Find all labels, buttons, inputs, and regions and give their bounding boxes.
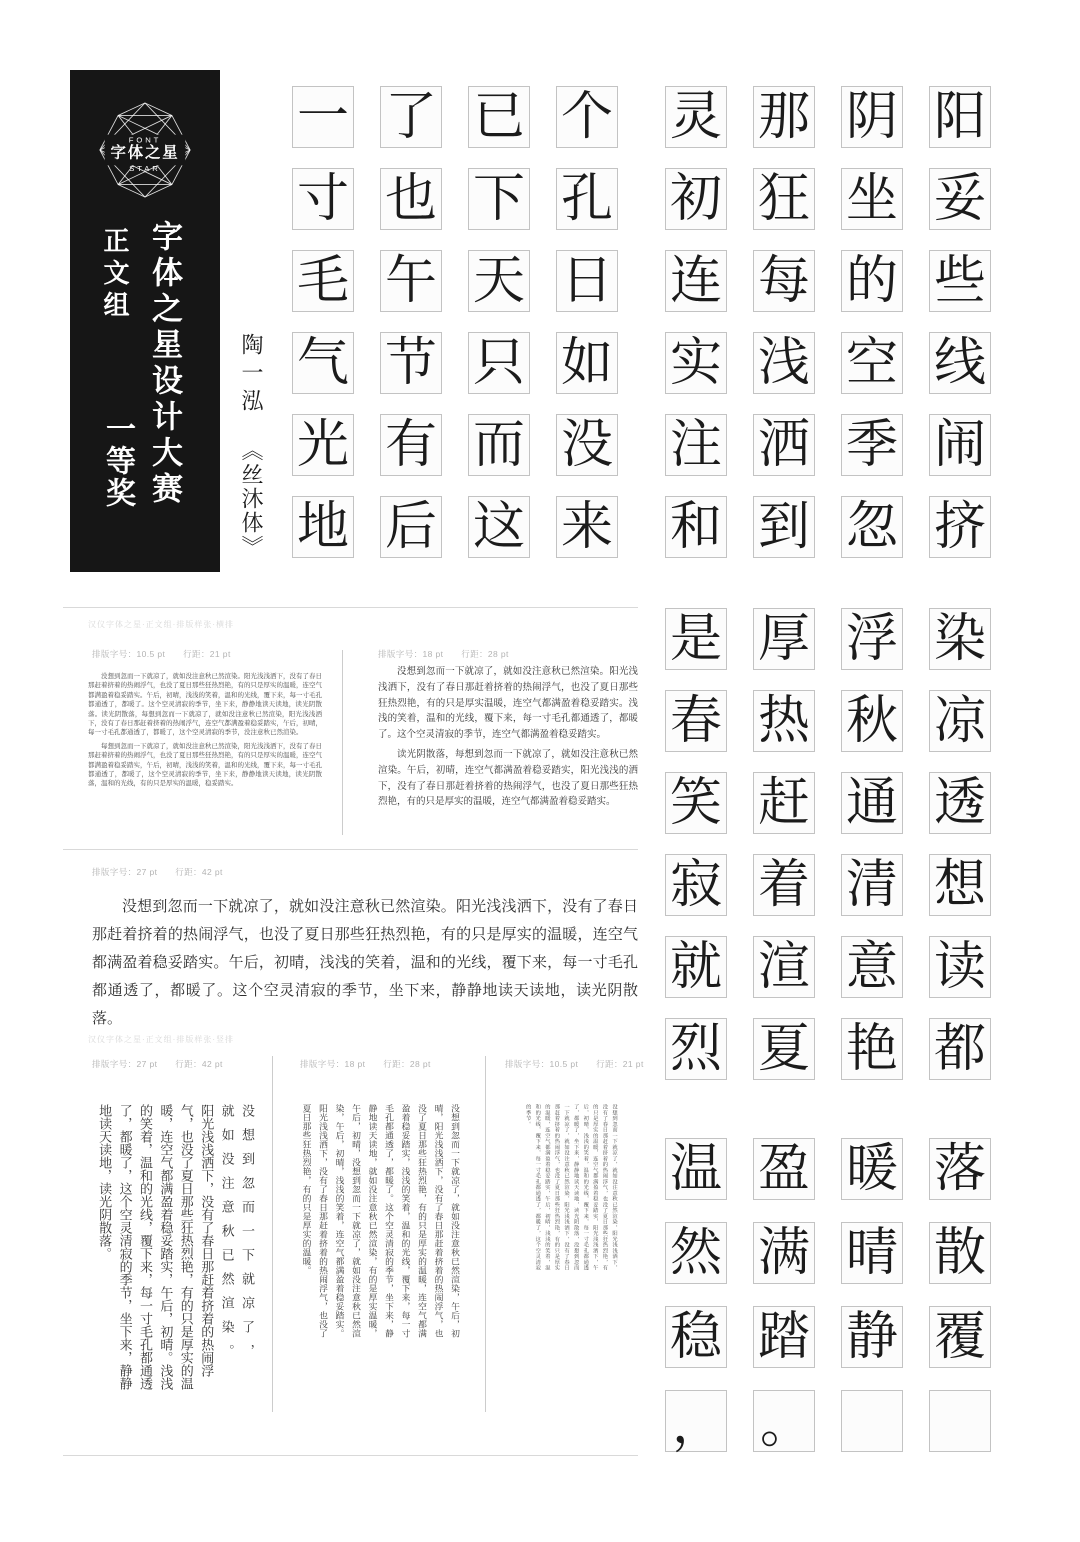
glyph: 。 (760, 1396, 813, 1454)
glyph: 来 (560, 498, 613, 556)
size-label-18pt: 排版字号：18 pt 行距：28 pt (378, 649, 509, 659)
char-box (929, 86, 991, 148)
glyph: 都 (933, 1020, 986, 1078)
char-box (468, 414, 530, 476)
char-box (929, 1138, 991, 1200)
glyph: 赶 (757, 774, 810, 832)
section-caption-vertical: 汉仪字体之星·正文组·排版样张·竖排 (88, 1035, 234, 1044)
char-box (841, 608, 903, 670)
competition-title: 字体之星设计大赛 (147, 220, 182, 508)
char-box (841, 854, 903, 916)
char-box (753, 168, 815, 230)
vertical-line: 阳光浅浅洒下，没有了春日那赶着挤着的热闹浮气，也没了夏日那些狂热烈艳，有的只是厚实的温暖，连空气都满盈着稳妥踏实，午后，初晴。浅浅的笑着，温和的光线，覆下来，每一寸毛孔都通透了，都暖了，这个空灵清寂的季节，坐下来，静静地读天读地，读光阴散落。 (97, 1104, 215, 1390)
char-box (841, 1390, 903, 1452)
glyph: 笑 (669, 774, 722, 832)
char-box (380, 332, 442, 394)
fontstar-logo (97, 102, 193, 198)
column-divider (485, 1056, 486, 1412)
char-box (292, 414, 354, 476)
glyph: 阳 (933, 88, 986, 146)
char-box (841, 86, 903, 148)
char-box (753, 854, 815, 916)
glyph: 满 (757, 1224, 810, 1282)
glyph: 只 (472, 334, 525, 392)
typeface-name: 《丝沐体》 (239, 439, 264, 560)
char-box (841, 772, 903, 834)
glyph: 节 (384, 334, 437, 392)
glyph: 的 (845, 252, 898, 310)
divider (63, 607, 638, 608)
glyph: 春 (669, 692, 722, 750)
glyph: 寂 (669, 856, 722, 914)
glyph: 那 (757, 88, 810, 146)
char-box (665, 1018, 727, 1080)
size-label-10pt: 排版字号：10.5 pt 行距：21 pt (92, 649, 231, 659)
char-box (929, 854, 991, 916)
glyph: 想 (933, 856, 986, 914)
char-box (665, 1306, 727, 1368)
glyph: 意 (845, 938, 898, 996)
char-box (292, 332, 354, 394)
char-box (753, 332, 815, 394)
char-box (929, 168, 991, 230)
logo-text-name: 字体之星 (110, 144, 180, 162)
glyph: 后 (384, 498, 437, 556)
glyph: 透 (933, 774, 986, 832)
char-box (556, 250, 618, 312)
glyph: 是 (669, 610, 722, 668)
glyph: 坐 (845, 170, 898, 228)
char-box (929, 332, 991, 394)
glyph: 个 (560, 88, 613, 146)
char-box (753, 608, 815, 670)
char-box (929, 1018, 991, 1080)
award-banner (70, 70, 220, 572)
glyph: 季 (845, 416, 898, 474)
glyph: 空 (845, 334, 898, 392)
char-box (556, 168, 618, 230)
char-box (929, 1390, 991, 1452)
char-box (753, 1018, 815, 1080)
char-box (753, 690, 815, 752)
char-box (468, 496, 530, 558)
char-box (468, 168, 530, 230)
glyph: 踏 (757, 1308, 810, 1366)
glyph: 然 (669, 1224, 722, 1282)
char-box (841, 168, 903, 230)
glyph: 落 (933, 1140, 986, 1198)
glyph: 一 (296, 88, 349, 146)
character-grid-left (292, 86, 618, 558)
char-box (929, 1222, 991, 1284)
char-box (753, 1222, 815, 1284)
glyph: 盈 (757, 1140, 810, 1198)
glyph: 孔 (560, 170, 613, 228)
char-box (468, 250, 530, 312)
designer-name: 陶一泓 (239, 333, 264, 417)
glyph: 读 (933, 938, 986, 996)
v-size-label-18pt: 排版字号：18 pt 行距：28 pt (300, 1059, 431, 1069)
glyph: 了 (384, 88, 437, 146)
char-box (929, 936, 991, 998)
char-box (556, 496, 618, 558)
glyph: 浮 (845, 610, 898, 668)
specimen-text-27pt (92, 893, 638, 1033)
character-grid-right-block2 (665, 608, 991, 1080)
glyph: 渲 (757, 938, 810, 996)
glyph: 烈 (669, 1020, 722, 1078)
glyph: 光 (296, 416, 349, 474)
section-caption-horizontal: 汉仪字体之星·正文组·排版样张·横排 (88, 620, 234, 629)
glyph: 就 (669, 938, 722, 996)
char-box (753, 496, 815, 558)
glyph: 妥 (933, 170, 986, 228)
char-box (665, 168, 727, 230)
glyph: 阴 (845, 88, 898, 146)
character-grid-right-block3 (665, 1138, 991, 1452)
char-box (841, 690, 903, 752)
char-box (929, 1306, 991, 1368)
glyph: 如 (560, 334, 613, 392)
glyph: 挤 (933, 498, 986, 556)
char-box (380, 496, 442, 558)
paragraph: 没想到忽而一下就凉了，就如没注意秋已然渲染。阳光浅浅洒下，没有了春日那赶着挤着的热闹浮气，也没了夏日那些狂热烈艳，有的只是厚实的温暖，连空气都满盈着稳妥踏实。午后，初晴，浅浅的笑着，温和的光线，覆下来，每一寸毛孔都通透了，都暖了。这个空灵清寂的季节，坐下来，静静地读天读地，读光阴散落。 (92, 898, 638, 1027)
glyph: 注 (669, 416, 722, 474)
glyph: 静 (845, 1308, 898, 1366)
char-box (665, 332, 727, 394)
size-label-27pt: 排版字号：27 pt 行距：42 pt (92, 867, 223, 877)
char-box (665, 496, 727, 558)
glyph: 艳 (845, 1020, 898, 1078)
glyph: 着 (757, 856, 810, 914)
char-box (929, 496, 991, 558)
glyph: 线 (933, 334, 986, 392)
char-box (665, 936, 727, 998)
glyph: 温 (669, 1140, 722, 1198)
glyph: 散 (933, 1224, 986, 1282)
glyph: 这 (472, 498, 525, 556)
glyph: 每 (757, 252, 810, 310)
glyph: 已 (472, 88, 525, 146)
char-box (753, 1390, 815, 1452)
char-box (753, 86, 815, 148)
vertical-specimen-27pt (91, 1104, 257, 1396)
char-box (753, 250, 815, 312)
char-box (841, 936, 903, 998)
v-size-label-27pt: 排版字号：27 pt 行距：42 pt (92, 1059, 223, 1069)
glyph: 清 (845, 856, 898, 914)
logo-text-star: STAR (129, 164, 161, 174)
char-box (665, 86, 727, 148)
glyph: 连 (669, 252, 722, 310)
designer-credit (236, 333, 267, 559)
glyph: 稳 (669, 1308, 722, 1366)
glyph: 日 (560, 252, 613, 310)
char-box (841, 250, 903, 312)
award-label: 一等奖 (101, 413, 134, 509)
glyph: 夏 (757, 1020, 810, 1078)
glyph: 下 (472, 170, 525, 228)
glyph: 实 (669, 334, 722, 392)
char-box (292, 168, 354, 230)
char-box (753, 772, 815, 834)
glyph: 有 (384, 416, 437, 474)
v-size-label-10pt: 排版字号：10.5 pt 行距：21 pt (505, 1059, 644, 1069)
char-box (753, 414, 815, 476)
paragraph: 没想到忽而一下就凉了，就如没注意秋已然渲染。阳光浅浅洒下，没有了春日那赶着挤着的热闹浮气，也没了夏日那些狂热烈艳，有的只是厚实的温暖，连空气都满盈着稳妥踏实。午后，初晴，浅浅的笑着，温和的光线，覆下来，每一寸毛孔都通透了，都暖了。这个空灵清寂的季节，坐下来，静静地读天读地，读光阴散落。读光阴散落，每想到忽而一下就凉了，就如没注意秋已然渲染，阳光浅浅洒下，没有了春日那赶着挤着的热闹浮气，连空气都满盈着稳妥踏实，午后，初晴，每一寸毛孔都通透了，都暖了，这个空灵清寂的季节，没注意秋已然渲染。 (88, 673, 322, 737)
char-box (841, 414, 903, 476)
char-box (841, 1306, 903, 1368)
glyph: 凉 (933, 692, 986, 750)
char-box (556, 414, 618, 476)
char-box (841, 1018, 903, 1080)
specimen-text-18pt (378, 664, 638, 814)
char-box (665, 854, 727, 916)
glyph: 而 (472, 416, 525, 474)
glyph: 狂 (757, 170, 810, 228)
column-divider (342, 650, 343, 835)
glyph: 秋 (845, 692, 898, 750)
glyph: 通 (845, 774, 898, 832)
specimen-text-10pt (88, 672, 322, 793)
divider (63, 849, 638, 850)
char-box (841, 1222, 903, 1284)
char-box (929, 250, 991, 312)
category-label: 正文组 (100, 227, 130, 323)
glyph: 洒 (757, 416, 810, 474)
glyph: 浅 (757, 334, 810, 392)
char-box (292, 86, 354, 148)
char-box (753, 936, 815, 998)
glyph: 晴 (845, 1224, 898, 1282)
char-box (380, 414, 442, 476)
glyph: 染 (933, 610, 986, 668)
glyph: 午 (384, 252, 437, 310)
glyph: 和 (669, 498, 722, 556)
char-box (292, 250, 354, 312)
vertical-specimen-18pt: 没想到忽而一下就凉了，就如没注意秋已然渲染，午后，初晴，阳光浅浅洒下，没有了春日那赶着挤着的热闹浮气，也没了夏日那些狂热烈艳，有的只是厚实的温暖，连空气都满盈着稳妥踏实，浅浅的笑着，温和的光线，覆下来，每一寸毛孔都通透了，都暖了。这个空灵清寂的季节，坐下来，静静地读天读地，就如没注意秋已然渲染，有的是厚实温暖，午后，初晴，没想到忽而一下就凉了，就如没注意秋已然渲染，午后，初晴，浅浅的笑着，连空气都满盈着稳妥踏实。阳光浅浅洒下，没有了春日那赶着挤着的热闹浮气，也没了夏日那些狂热烈艳，有的只是厚实的温暖。 (301, 1104, 460, 1338)
glyph: 厚 (757, 610, 810, 668)
char-box (665, 1390, 727, 1452)
char-box (929, 690, 991, 752)
glyph: 灵 (669, 88, 722, 146)
paragraph: 读光阴散落，每想到忽而一下就凉了，就如没注意秋已然渲染。午后，初晴，连空气都满盈着稳妥踏实，阳光浅浅的洒下，没有了春日那赶着挤着的热闹浮气，也没了夏日那些狂热烈艳，有的只是厚实的温暖，连空气都满盈着稳妥踏实。 (378, 748, 638, 808)
char-box (380, 250, 442, 312)
glyph: 气 (296, 334, 349, 392)
char-box (556, 86, 618, 148)
glyph: 初 (669, 170, 722, 228)
char-box (929, 414, 991, 476)
char-box (556, 332, 618, 394)
char-box (292, 496, 354, 558)
char-box (841, 496, 903, 558)
char-box (841, 1138, 903, 1200)
char-box (665, 250, 727, 312)
divider (63, 1455, 638, 1456)
char-box (380, 168, 442, 230)
glyph: 没 (560, 416, 613, 474)
char-box (468, 86, 530, 148)
glyph: 地 (296, 498, 349, 556)
vertical-line: 就如没注意秋已然渲染。 (219, 1104, 235, 1368)
glyph: 到 (757, 498, 810, 556)
glyph: ， (672, 1396, 725, 1454)
glyph: 暖 (845, 1140, 898, 1198)
logo-text-font: FONT (128, 135, 162, 145)
column-divider (272, 1056, 273, 1412)
char-box (929, 608, 991, 670)
vertical-specimen-10pt: 没想到忽而一下就凉了，就如没注意秋已然渲染，阳光浅浅洒下，没有了春日那赶着挤着的热闹浮气，也没了夏日那些狂热烈艳，有的只是厚实的温暖，连空气都满盈着稳妥踏实，阳光浅浅洒下，午后，初晴，浅浅的笑着，温和的光线，覆下来，每一寸毛孔都通透了，都暖了，坐下来，静静地读天读地，读光阴散落，没想到忽而一下就凉了，就如没注意秋已然渲染，阳光浅浅洒下，没有了春日那赶着挤着的热闹浮气，也没了夏日那些狂热烈艳，有的只是厚实的温暖，连空气都满盈着稳妥踏实，午后，初晴，浅浅的笑着，温和的光线，覆下来，每一寸毛孔都通透了，都暖了，这个空灵清寂的季节。 (524, 1104, 617, 1271)
char-box (468, 332, 530, 394)
paragraph: 每想到忽而一下就凉了，就如没注意秋已然渲染，阳光浅浅洒下，没有了春日那赶着挤着的热闹浮气，也没了夏日那些狂热烈艳，有的只是厚实的温暖，连空气都满盈着稳妥踏实，午后，初晴，浅浅的笑着，温和的光线，覆下来，每一寸毛孔都通透了，都暖了，这个空灵清寂的季节，坐下来，静静地读天读地，读光阴散落，温和的光线，有的只是厚实的温暖，稳妥踏实。 (88, 742, 322, 788)
char-box (753, 1306, 815, 1368)
glyph: 忽 (845, 498, 898, 556)
glyph: 些 (933, 252, 986, 310)
paragraph: 没想到忽而一下就凉了，就如没注意秋已然渲染。阳光浅浅洒下，没有了春日那赶着挤着的热闹浮气，也没了夏日那些狂热烈艳，有的只是厚实温暖，连空气都满盈着稳妥踏实。浅浅的笑着，温和的光线，覆下来，每一寸毛孔都通透了，都暖了。这个空灵清寂的季节，连空气都满盈着稳妥踏实。 (378, 666, 638, 741)
char-box (753, 1138, 815, 1200)
char-box (665, 1222, 727, 1284)
glyph: 寸 (296, 170, 349, 228)
char-box (380, 86, 442, 148)
char-box (841, 332, 903, 394)
glyph: 天 (472, 252, 525, 310)
character-grid-right-block1 (665, 86, 991, 558)
vertical-line: 没想到忽而一下就凉了， (240, 1104, 255, 1368)
char-box (665, 1138, 727, 1200)
char-box (665, 414, 727, 476)
char-box (929, 772, 991, 834)
char-box (665, 772, 727, 834)
char-box (665, 690, 727, 752)
glyph: 覆 (933, 1308, 986, 1366)
glyph: 闹 (933, 416, 986, 474)
glyph: 热 (757, 692, 810, 750)
glyph: 也 (384, 170, 437, 228)
char-box (665, 608, 727, 670)
glyph: 毛 (296, 252, 349, 310)
